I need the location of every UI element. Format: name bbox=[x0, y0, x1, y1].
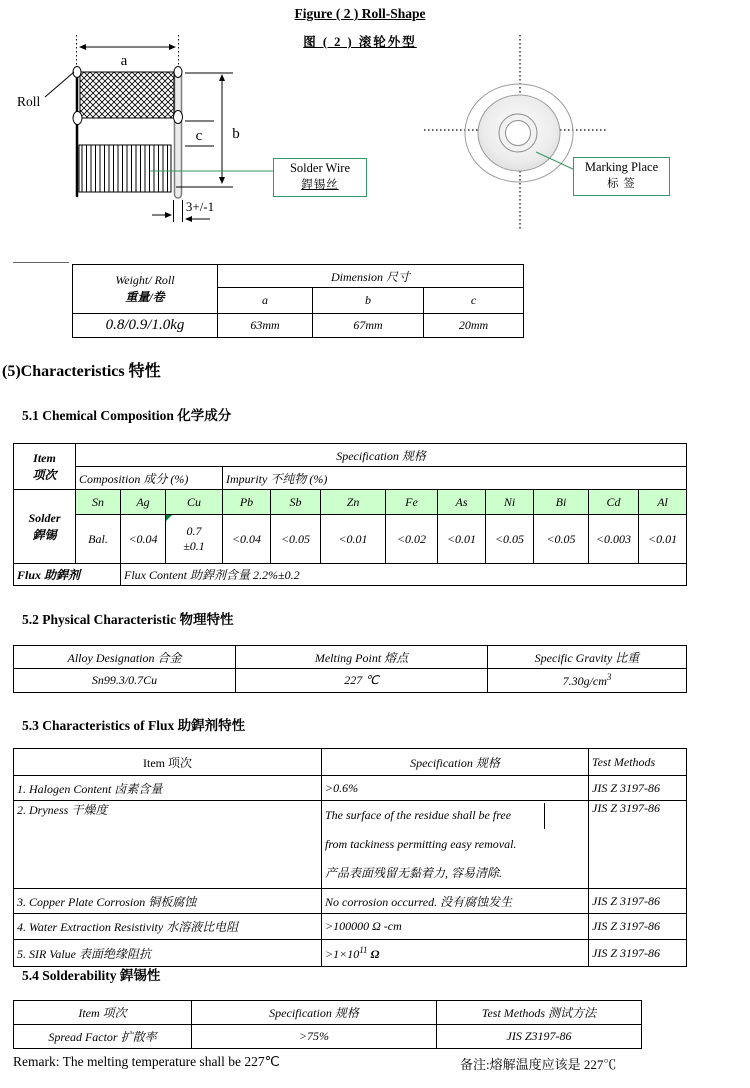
sir-spec-base: >1×10 bbox=[325, 946, 360, 961]
figure-title-en: Figure ( 2 ) Roll-Shape bbox=[294, 6, 426, 21]
dryness-spec bbox=[322, 801, 589, 889]
col-c-header: c bbox=[424, 288, 524, 314]
specific-gravity-value bbox=[488, 669, 687, 693]
col-a-header: a bbox=[218, 288, 313, 314]
value-zn: <0.01 bbox=[321, 515, 386, 564]
spread-factor-method: JIS Z3197-86 bbox=[437, 1025, 642, 1049]
element-header-cu: Cu bbox=[166, 490, 223, 515]
table-row bbox=[14, 444, 687, 467]
halogen-method: JIS Z 3197-86 bbox=[589, 776, 687, 801]
halogen-item: 1. Halogen Content 卤素含量 bbox=[14, 776, 322, 801]
dryness-method: JIS Z 3197-86 bbox=[589, 801, 687, 889]
table-row bbox=[14, 1025, 642, 1049]
dim-c-value: 20mm bbox=[424, 314, 524, 338]
weight-roll-header-zh: 重量/卷 bbox=[125, 290, 165, 304]
figure-title-zh: 图 ( 2 ) 滚轮外型 bbox=[303, 35, 417, 49]
dryness-spec-line2: from tackiness permitting easy removal. bbox=[325, 837, 517, 851]
element-header-cd: Cd bbox=[589, 490, 639, 515]
table-row bbox=[14, 490, 687, 515]
corrosion-item: 3. Copper Plate Corrosion 铜板腐蚀 bbox=[14, 889, 322, 914]
solder-label-zh: 銲锡 bbox=[32, 527, 57, 542]
table-row bbox=[14, 749, 687, 776]
solder-wire-callout bbox=[273, 158, 367, 197]
item-header-zh: 项次 bbox=[32, 467, 57, 482]
weight-roll-header-cell bbox=[73, 265, 218, 314]
gravity-exponent: 3 bbox=[606, 672, 612, 682]
value-ni: <0.05 bbox=[486, 515, 534, 564]
section-5-heading: (5)Characteristics 特性 bbox=[2, 363, 161, 380]
specification-header-cell: Specification 规格 bbox=[76, 444, 687, 467]
value-cd: <0.003 bbox=[589, 515, 639, 564]
dim-a-value: 63mm bbox=[218, 314, 313, 338]
table-row bbox=[14, 801, 687, 889]
section-5-3-heading: 5.3 Characteristics of Flux 助銲剂特性 bbox=[22, 718, 246, 733]
alloy-designation-header: Alloy Designation 合金 bbox=[14, 646, 236, 669]
roll-front-view-drawing bbox=[424, 35, 608, 230]
element-header-pb: Pb bbox=[223, 490, 271, 515]
table-row bbox=[73, 265, 524, 288]
test-methods-column-header: Test Methods bbox=[589, 749, 687, 776]
spread-factor-item: Spread Factor 扩散率 bbox=[14, 1025, 192, 1049]
resistivity-method: JIS Z 3197-86 bbox=[589, 914, 687, 940]
value-as: <0.01 bbox=[438, 515, 486, 564]
element-header-sb: Sb bbox=[271, 490, 321, 515]
element-header-bi: Bi bbox=[534, 490, 589, 515]
table-row bbox=[14, 776, 687, 801]
element-header-as: As bbox=[438, 490, 486, 515]
roll-label: Roll bbox=[17, 94, 41, 109]
stray-rule bbox=[13, 262, 69, 263]
value-fe: <0.02 bbox=[386, 515, 438, 564]
table-row bbox=[14, 889, 687, 914]
solder-wire-label-en: Solder Wire bbox=[289, 161, 351, 175]
resistivity-spec: >100000 Ω -cm bbox=[322, 914, 589, 940]
table-row bbox=[14, 669, 687, 693]
solder-row-header-cell bbox=[14, 490, 76, 564]
value-bi: <0.05 bbox=[534, 515, 589, 564]
dryness-spec-line1: The surface of the residue shall be free bbox=[325, 808, 512, 822]
divider bbox=[544, 803, 545, 829]
value-pb: <0.04 bbox=[223, 515, 271, 564]
dimension-b-label: b bbox=[232, 126, 240, 142]
item-column-header: Item 项次 bbox=[14, 749, 322, 776]
resistivity-item: 4. Water Extraction Resistivity 水溶液比电阻 bbox=[14, 914, 322, 940]
dimension-header-cell: Dimension 尺寸 bbox=[218, 265, 524, 288]
sir-method: JIS Z 3197-86 bbox=[589, 940, 687, 967]
element-header-zn: Zn bbox=[321, 490, 386, 515]
sir-spec bbox=[322, 940, 589, 967]
corrosion-spec: No corrosion occurred. 没有腐蚀发生 bbox=[322, 889, 589, 914]
element-header-fe: Fe bbox=[386, 490, 438, 515]
value-cu-line2: ±0.1 bbox=[183, 539, 205, 553]
dimension-a-label: a bbox=[120, 53, 128, 69]
flux-characteristics-table bbox=[13, 748, 687, 967]
melting-point-header: Melting Point 熔点 bbox=[236, 646, 488, 669]
weight-dimension-table bbox=[72, 264, 524, 338]
section-5-2-heading: 5.2 Physical Characteristic 物理特性 bbox=[22, 612, 234, 627]
table-row bbox=[14, 515, 687, 564]
marking-place-label-en: Marking Place bbox=[584, 160, 659, 174]
item-column-header: Item 项次 bbox=[14, 1001, 192, 1025]
sir-spec-exponent: 11 bbox=[359, 944, 368, 955]
col-b-header: b bbox=[313, 288, 424, 314]
solder-wire-label-zh: 銲锡丝 bbox=[301, 179, 339, 191]
gravity-base: 7.30g/cm bbox=[562, 674, 607, 688]
marking-place-callout bbox=[573, 157, 670, 196]
item-header-cell bbox=[14, 444, 76, 490]
flux-content-value: Flux Content 助銲剂含量 2.2%±0.2 bbox=[121, 564, 687, 586]
tolerance-label: 3+/-1 bbox=[185, 199, 215, 214]
chemical-composition-table bbox=[13, 443, 687, 586]
dim-b-value: 67mm bbox=[313, 314, 424, 338]
table-row bbox=[14, 940, 687, 967]
alloy-designation-value: Sn99.3/0.7Cu bbox=[14, 669, 236, 693]
sir-spec-unit: Ω bbox=[367, 946, 380, 961]
sir-item: 5. SIR Value 表面绝缘阻抗 bbox=[14, 940, 322, 967]
specification-column-header: Specification 规格 bbox=[192, 1001, 437, 1025]
table-row bbox=[14, 564, 687, 586]
solder-label-en: Solder bbox=[28, 510, 61, 525]
value-ag: <0.04 bbox=[121, 515, 166, 564]
specific-gravity-header: Specific Gravity 比重 bbox=[488, 646, 687, 669]
dryness-spec-line3: 产品表面残留无黏着力, 容易清除. bbox=[325, 866, 503, 880]
solderability-table bbox=[13, 1000, 642, 1049]
specification-column-header: Specification 规格 bbox=[322, 749, 589, 776]
remark-en: Remark: The melting temperature shall be 227℃ bbox=[13, 1054, 280, 1069]
impurity-header-cell: Impurity 不纯物 (%) bbox=[223, 467, 687, 490]
weight-roll-header-en: Weight/ Roll bbox=[115, 273, 175, 287]
weight-value: 0.8/0.9/1.0kg bbox=[73, 314, 218, 338]
value-cu bbox=[166, 515, 223, 564]
value-sn: Bal. bbox=[76, 515, 121, 564]
item-header-en: Item bbox=[33, 450, 56, 465]
composition-header-cell: Composition 成分 (%) bbox=[76, 467, 223, 490]
table-row bbox=[14, 646, 687, 669]
cell-note-marker bbox=[166, 515, 172, 521]
dimension-c-label: c bbox=[195, 128, 203, 144]
corrosion-method: JIS Z 3197-86 bbox=[589, 889, 687, 914]
element-header-ag: Ag bbox=[121, 490, 166, 515]
element-header-al: Al bbox=[639, 490, 687, 515]
halogen-spec: >0.6% bbox=[322, 776, 589, 801]
spread-factor-spec: >75% bbox=[192, 1025, 437, 1049]
melting-point-value: 227 ℃ bbox=[236, 669, 488, 693]
element-header-sn: Sn bbox=[76, 490, 121, 515]
remark-zh: 备注:熔解温度应该是 227℃ bbox=[460, 1057, 617, 1072]
table-row bbox=[14, 914, 687, 940]
element-header-ni: Ni bbox=[486, 490, 534, 515]
table-row bbox=[14, 467, 687, 490]
physical-characteristic-table bbox=[13, 645, 687, 693]
section-5-4-heading: 5.4 Solderability 銲锡性 bbox=[22, 968, 161, 983]
value-sb: <0.05 bbox=[271, 515, 321, 564]
dryness-item: 2. Dryness 干燥度 bbox=[14, 801, 322, 889]
test-methods-column-header: Test Methods 测试方法 bbox=[437, 1001, 642, 1025]
section-5-1-heading: 5.1 Chemical Composition 化学成分 bbox=[22, 408, 232, 423]
value-al: <0.01 bbox=[639, 515, 687, 564]
table-row bbox=[14, 1001, 642, 1025]
table-row bbox=[73, 314, 524, 338]
value-cu-line1: 0.7 bbox=[186, 524, 202, 538]
flux-row-header: Flux 助銲剂 bbox=[14, 564, 121, 586]
marking-place-label-zh: 标 签 bbox=[607, 178, 636, 190]
